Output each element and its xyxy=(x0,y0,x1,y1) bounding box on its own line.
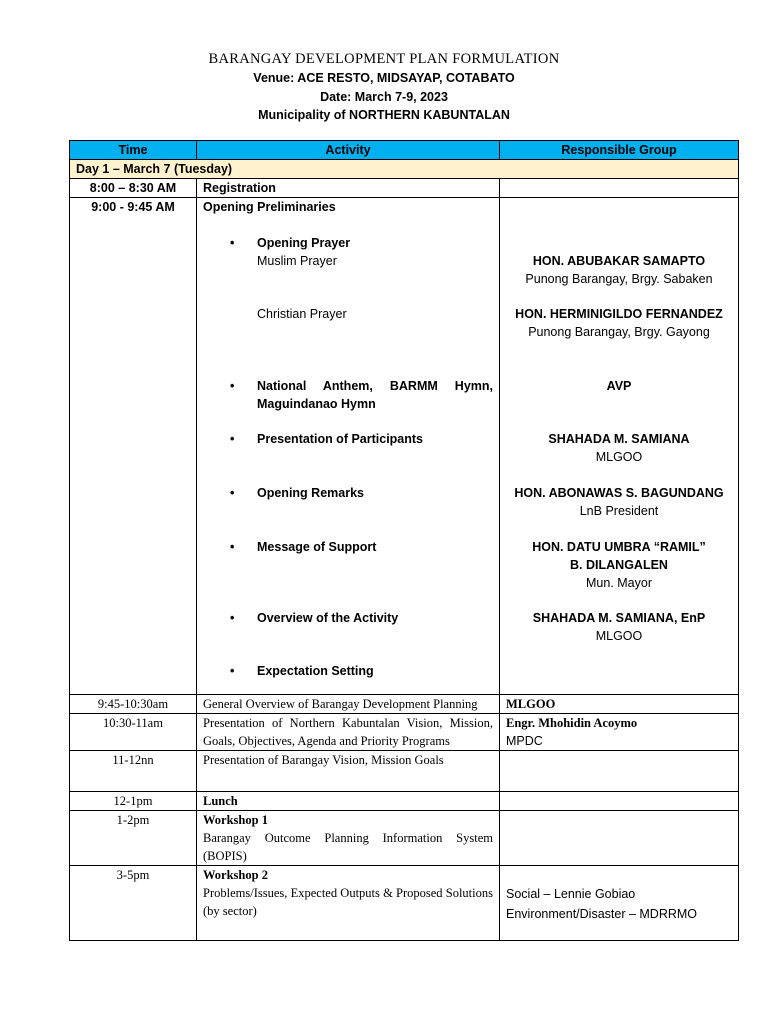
bullet-icon: • xyxy=(230,379,235,393)
schedule-table xyxy=(69,140,739,941)
prelim-time: 9:00 - 9:45 AM xyxy=(70,198,197,695)
table-header-row xyxy=(70,141,739,160)
prelim-responsible-cell xyxy=(500,198,739,695)
item-participants: Presentation of Participants xyxy=(257,432,424,446)
anthem-responsible: AVP xyxy=(606,379,632,393)
support-speaker: HON. DATU UMBRA “RAMIL” B. DILANGALEN xyxy=(532,540,706,572)
christian-prayer-leader: HON. HERMINIGILDO FERNANDEZ xyxy=(515,307,723,321)
responsible-environment: Environment/Disaster – MDRRMO xyxy=(506,907,698,921)
day1-label: Day 1 – March 7 (Tuesday) xyxy=(70,160,739,179)
responsible-social: Social – Lennie Gobiao xyxy=(506,887,636,901)
item-muslim-prayer: Muslim Prayer xyxy=(257,254,337,268)
bullet-icon: • xyxy=(230,432,235,446)
christian-prayer-leader-title: Punong Barangay, Brgy. Gayong xyxy=(528,325,710,339)
row-responsible: MLGOO xyxy=(500,695,739,714)
row-activity: Lunch xyxy=(197,792,500,811)
workshop-description: Problems/Issues, Expected Outputs & Proposed Solutions (by sector) xyxy=(203,886,493,918)
bullet-icon: • xyxy=(230,664,235,678)
row-activity xyxy=(197,811,500,866)
registration-time: 8:00 – 8:30 AM xyxy=(70,179,197,198)
item-christian-prayer: Christian Prayer xyxy=(257,307,347,321)
support-speaker-title: Mun. Mayor xyxy=(586,576,652,590)
workshop-title: Workshop 2 xyxy=(203,868,268,882)
registration-responsible xyxy=(500,179,739,198)
row-activity xyxy=(197,866,500,941)
table-row xyxy=(70,811,739,866)
responsible-title: MPDC xyxy=(506,734,543,748)
date-line: Date: March 7-9, 2023 xyxy=(320,89,448,104)
item-expectation: Expectation Setting xyxy=(257,664,374,678)
row-time: 1-2pm xyxy=(70,811,197,866)
municipality-line: Municipality of NORTHERN KABUNTALAN xyxy=(258,108,510,122)
table-row xyxy=(70,751,739,792)
overview-speaker: SHAHADA M. SAMIANA, EnP xyxy=(532,611,706,625)
row-activity: Presentation of Northern Kabuntalan Vision, Mission, Goals, Objectives, Agenda and Priority Programs xyxy=(197,714,500,751)
venue-line: Venue: ACE RESTO, MIDSAYAP, COTABATO xyxy=(253,71,515,85)
item-anthem: National Anthem, BARMM Hymn, Maguindanao Hymn xyxy=(257,379,493,411)
bullet-icon: • xyxy=(230,236,235,250)
prelim-activity-cell xyxy=(197,198,500,695)
workshop-title: Workshop 1 xyxy=(203,813,268,827)
table-row xyxy=(70,866,739,941)
table-row xyxy=(70,179,739,198)
row-responsible xyxy=(500,866,739,941)
row-activity: Presentation of Barangay Vision, Mission Goals xyxy=(197,751,500,792)
row-time: 10:30-11am xyxy=(70,714,197,751)
header-time: Time xyxy=(70,141,197,160)
table-row xyxy=(70,792,739,811)
bullet-icon: • xyxy=(230,486,235,500)
bullet-icon: • xyxy=(230,611,235,625)
header-responsible: Responsible Group xyxy=(500,141,739,160)
row-time: 3-5pm xyxy=(70,866,197,941)
row-responsible xyxy=(500,792,739,811)
document-header xyxy=(0,50,768,125)
registration-activity: Registration xyxy=(197,179,500,198)
row-responsible xyxy=(500,714,739,751)
remarks-speaker: HON. ABONAWAS S. BAGUNDANG xyxy=(514,486,724,500)
bullet-icon: • xyxy=(230,540,235,554)
item-opening-remarks: Opening Remarks xyxy=(257,486,364,500)
table-row xyxy=(70,714,739,751)
participants-presenter: SHAHADA M. SAMIANA xyxy=(548,432,690,446)
prelim-activity-title: Opening Preliminaries xyxy=(203,200,336,214)
day-row xyxy=(70,160,739,179)
muslim-prayer-leader: HON. ABUBAKAR SAMAPTO xyxy=(532,254,706,268)
item-opening-prayer: Opening Prayer xyxy=(257,236,351,250)
workshop-description: Barangay Outcome Planning Information System (BOPIS) xyxy=(203,831,493,863)
row-time: 9:45-10:30am xyxy=(70,695,197,714)
table-row xyxy=(70,198,739,695)
table-row xyxy=(70,695,739,714)
overview-speaker-title: MLGOO xyxy=(595,629,643,643)
muslim-prayer-leader-title: Punong Barangay, Brgy. Sabaken xyxy=(525,272,713,286)
row-responsible xyxy=(500,811,739,866)
row-activity: General Overview of Barangay Development Planning xyxy=(197,695,500,714)
participants-presenter-title: MLGOO xyxy=(595,450,643,464)
responsible-name: Engr. Mhohidin Acoymo xyxy=(506,716,638,730)
header-activity: Activity xyxy=(197,141,500,160)
item-message-support: Message of Support xyxy=(257,540,377,554)
row-time: 11-12nn xyxy=(70,751,197,792)
row-responsible xyxy=(500,751,739,792)
remarks-speaker-title: LnB President xyxy=(579,504,659,518)
item-overview: Overview of the Activity xyxy=(257,611,399,625)
row-time: 12-1pm xyxy=(70,792,197,811)
document-title: BARANGAY DEVELOPMENT PLAN FORMULATION xyxy=(208,51,560,67)
